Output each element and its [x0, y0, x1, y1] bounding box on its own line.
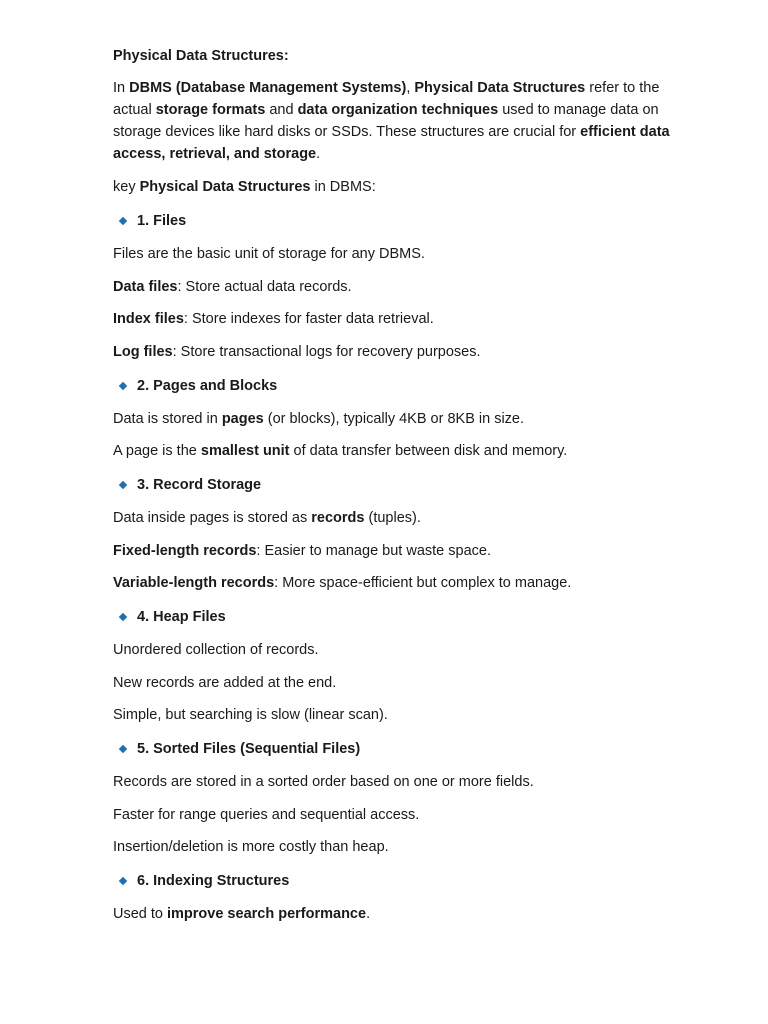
diamond-bullet-icon [119, 481, 127, 489]
diamond-bullet-icon [119, 613, 127, 621]
diamond-bullet-icon [119, 877, 127, 885]
list-item: A page is the smallest unit of data transfer between disk and memory. [113, 443, 568, 459]
list-item: Fixed-length records: Easier to manage but waste space. [113, 542, 491, 559]
list-item: New records are added at the end. [113, 674, 337, 691]
list-item: Faster for range queries and sequential access. [113, 806, 420, 823]
list-item: Data inside pages is stored as records (tuples). [113, 510, 421, 526]
list-item: Files are the basic unit of storage for any DBMS. [113, 246, 425, 262]
section-heading-pages-blocks: 2. Pages and Blocks [113, 375, 673, 397]
list-item: Data is stored in pages (or blocks), typically 4KB or 8KB in size. [113, 410, 525, 427]
list-item: Variable-length records: More space-efficient but complex to manage. [113, 575, 572, 591]
diamond-bullet-icon [119, 745, 127, 753]
list-item: Unordered collection of records. [113, 642, 319, 658]
list-item: Simple, but searching is slow (linear scan). [113, 707, 388, 723]
section-heading-sorted-files: 5. Sorted Files (Sequential Files) [113, 738, 673, 760]
intro-paragraph: In DBMS (Database Management Systems), Physical Data Structures refer to the actual storage formats and data organization techniques used to manage data on storage devices like hard disks or SSDs. These structures are crucial for efficient data access, retrieval, and storage. [113, 80, 670, 162]
list-item: Data files: Store actual data records. [113, 278, 352, 295]
list-item: Log files: Store transactional logs for recovery purposes. [113, 343, 481, 360]
diamond-bullet-icon [119, 217, 127, 225]
list-item: Index files: Store indexes for faster data retrieval. [113, 311, 434, 327]
section-heading-files: 1. Files [113, 210, 673, 232]
list-item: Used to improve search performance. [113, 906, 371, 922]
lead-paragraph: key Physical Data Structures in DBMS: [113, 179, 376, 195]
section-heading-indexing-structures: 6. Indexing Structures [113, 870, 673, 892]
document-page [113, 45, 673, 936]
document-title: Physical Data Structures: [113, 48, 289, 64]
list-item: Records are stored in a sorted order based on one or more fields. [113, 774, 534, 790]
diamond-bullet-icon [119, 381, 127, 389]
section-heading-record-storage: 3. Record Storage [113, 474, 673, 496]
section-heading-heap-files: 4. Heap Files [113, 606, 673, 628]
list-item: Insertion/deletion is more costly than heap. [113, 839, 389, 855]
